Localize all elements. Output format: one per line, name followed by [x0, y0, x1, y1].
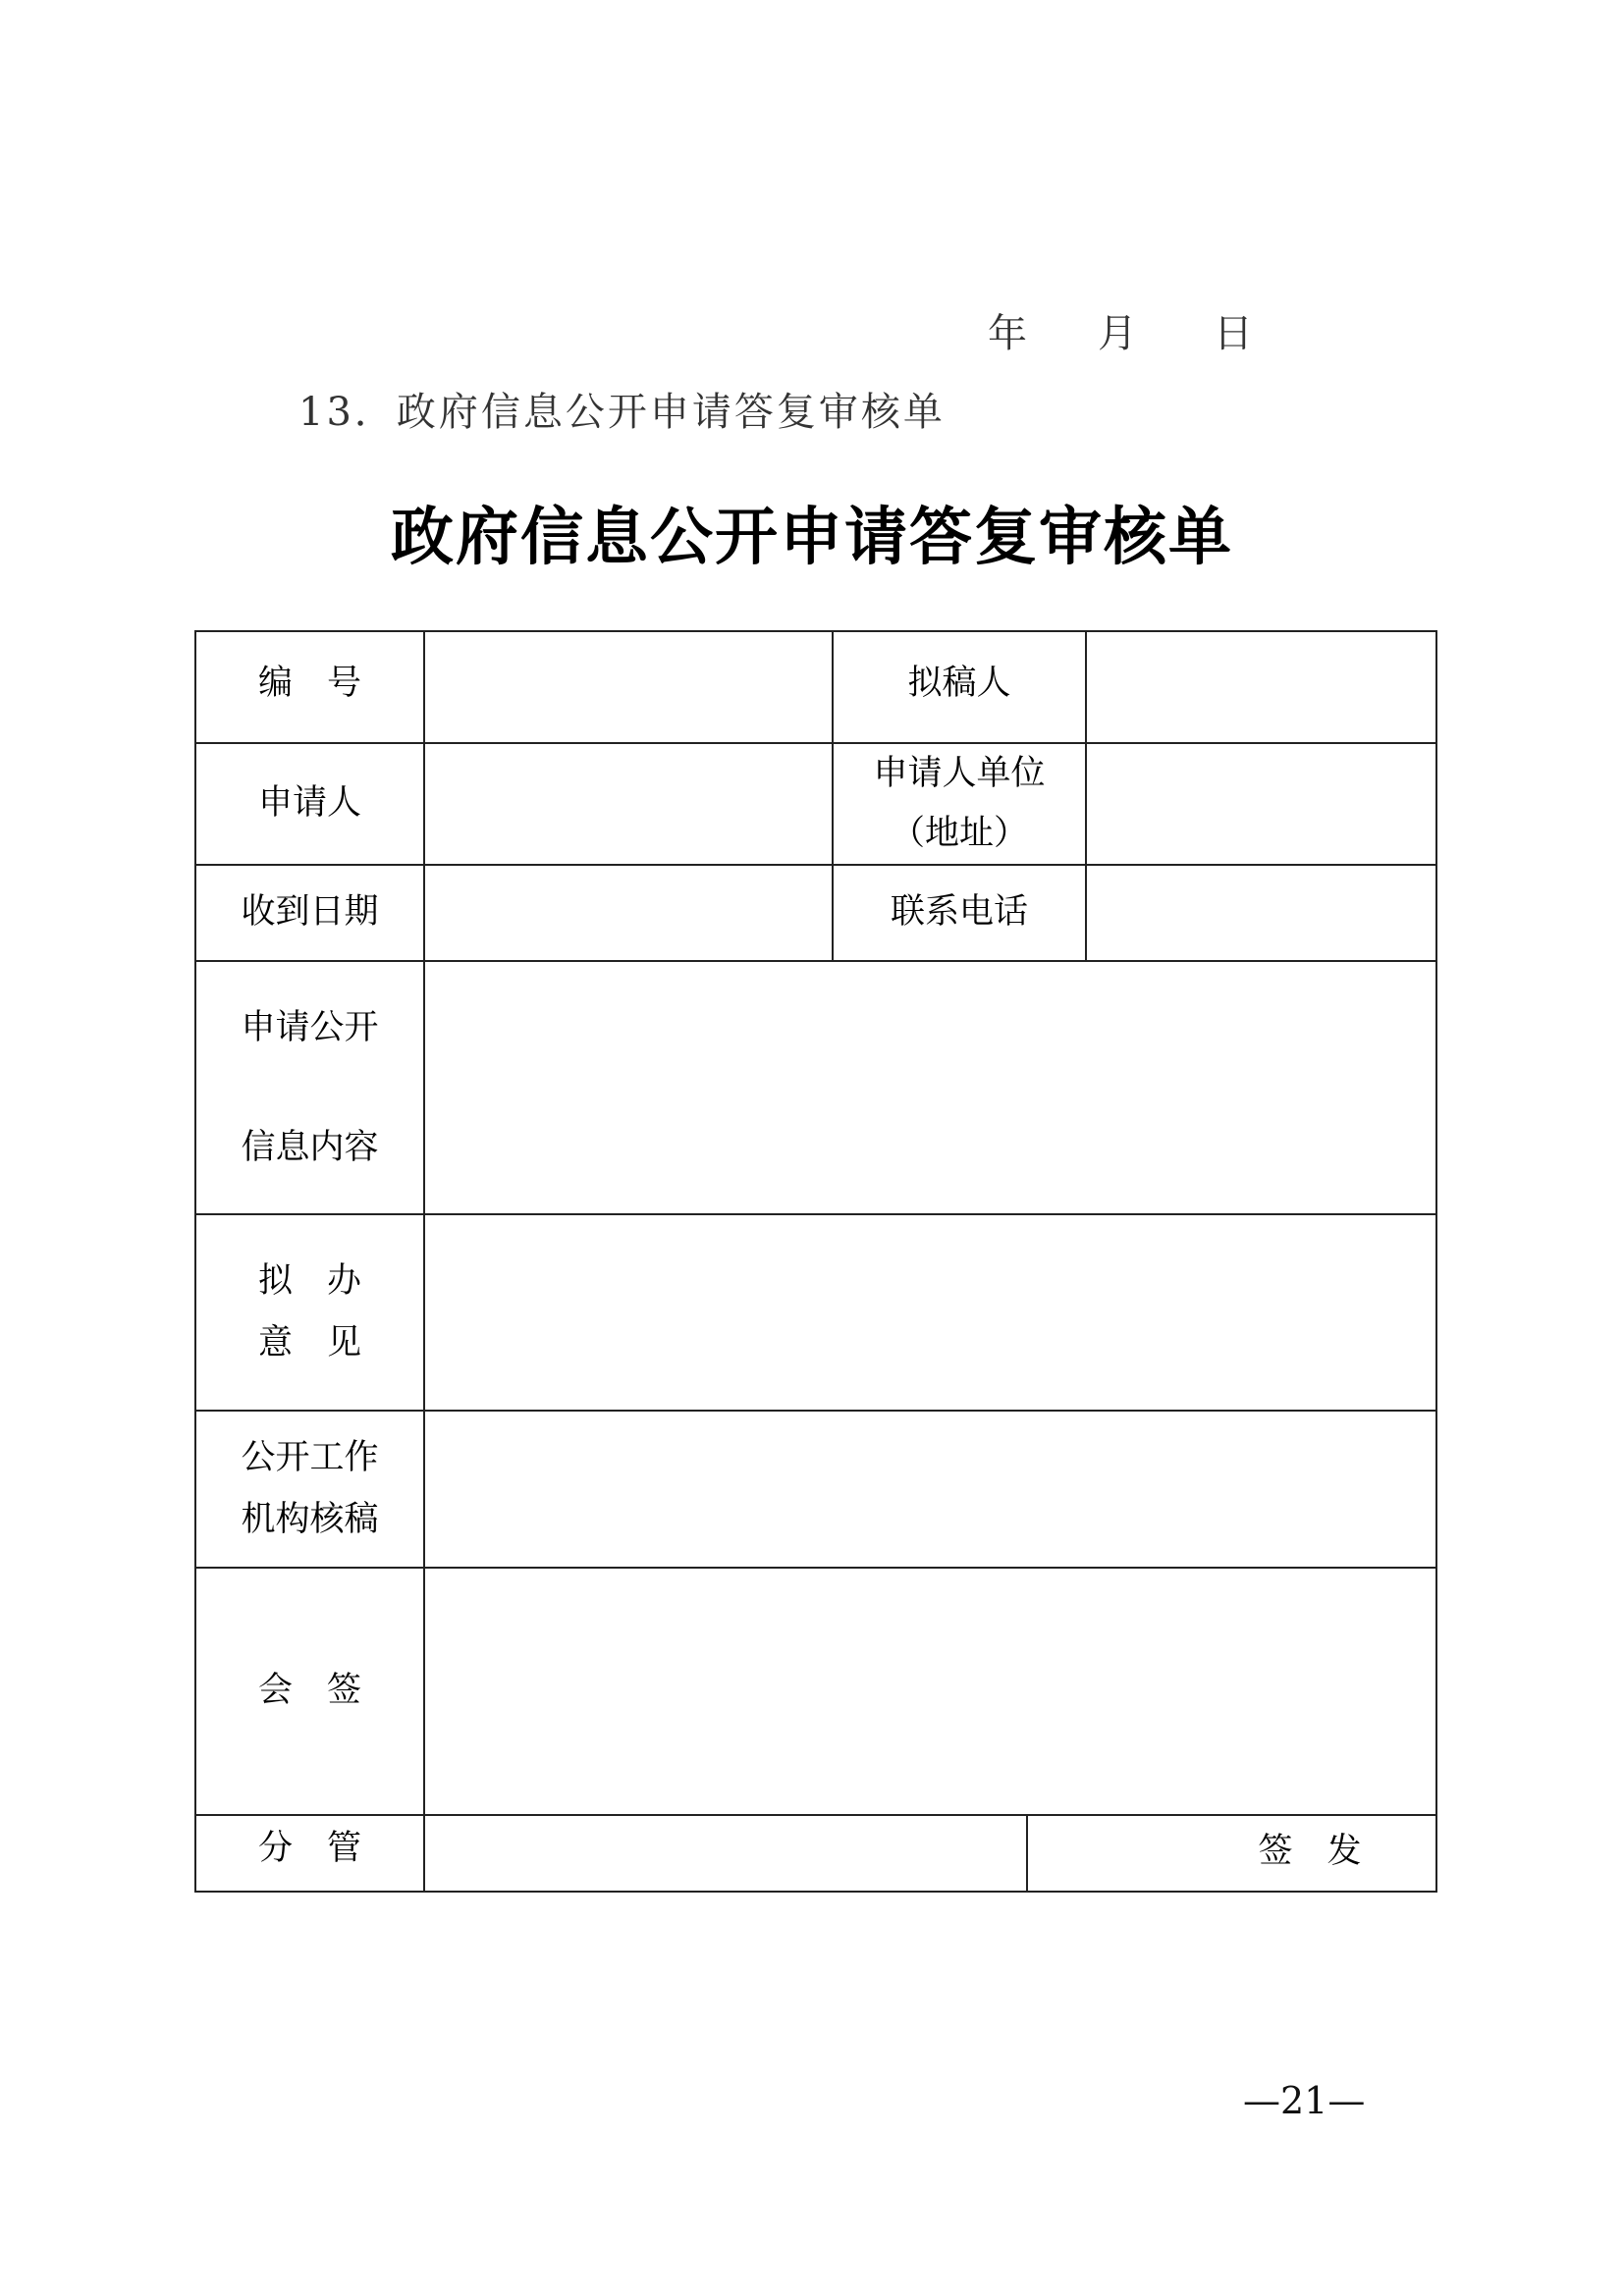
- opinion-field[interactable]: [423, 1213, 1437, 1412]
- review-form: [194, 630, 1437, 1896]
- countersign-label-text: 会 签: [257, 1671, 361, 1711]
- content-field[interactable]: [423, 960, 1437, 1215]
- applicant-unit-label-line2: （地址）: [890, 814, 1028, 853]
- number-label: [194, 630, 425, 744]
- phone-label: [832, 864, 1087, 962]
- opinion-label: [194, 1213, 425, 1412]
- phone-field[interactable]: [1085, 864, 1437, 962]
- opinion-label-line2: 意 见: [257, 1323, 361, 1362]
- review-label-line1: 公开工作: [241, 1438, 379, 1477]
- content-label-line2: 信息内容: [241, 1128, 379, 1167]
- content-label-line1: 申请公开: [241, 1007, 379, 1047]
- countersign-label: [194, 1567, 425, 1816]
- supervisor-field[interactable]: [423, 1814, 1028, 1893]
- received-date-label-text: 收到日期: [241, 892, 379, 933]
- date-day: 日: [1214, 311, 1253, 356]
- date-month: 月: [1098, 311, 1137, 356]
- drafter-field[interactable]: [1085, 630, 1437, 744]
- drafter-label-text: 拟稿人: [907, 664, 1011, 704]
- content-label: [194, 960, 425, 1215]
- drafter-label: [832, 630, 1087, 744]
- received-date-field[interactable]: [423, 864, 834, 962]
- review-label: [194, 1410, 425, 1569]
- applicant-unit-label-line1: 申请人单位: [873, 753, 1046, 793]
- issue-label: [1192, 1814, 1428, 1893]
- number-label-text: 编 号: [257, 664, 361, 704]
- page-number: —21—: [1243, 2079, 1366, 2122]
- review-field[interactable]: [423, 1410, 1437, 1569]
- applicant-label-text: 申请人: [257, 783, 361, 824]
- applicant-unit-field[interactable]: [1085, 742, 1437, 866]
- countersign-field[interactable]: [423, 1567, 1437, 1816]
- opinion-label-line1: 拟 办: [257, 1261, 361, 1301]
- phone-label-text: 联系电话: [890, 892, 1028, 933]
- review-label-line2: 机构核稿: [241, 1500, 379, 1539]
- supervisor-label: [194, 1814, 425, 1893]
- applicant-field[interactable]: [423, 742, 834, 866]
- item-heading: 13．政府信息公开申请答复审核单: [298, 390, 946, 435]
- document-title: 政府信息公开申请答复审核单: [391, 501, 1233, 574]
- applicant-unit-label: [832, 742, 1087, 866]
- date-year: 年: [988, 311, 1027, 356]
- number-field[interactable]: [423, 630, 834, 744]
- supervisor-label-text: 分 管: [257, 1829, 361, 1869]
- applicant-label: [194, 742, 425, 866]
- issue-label-text: 签 发: [1258, 1832, 1362, 1872]
- received-date-label: [194, 864, 425, 962]
